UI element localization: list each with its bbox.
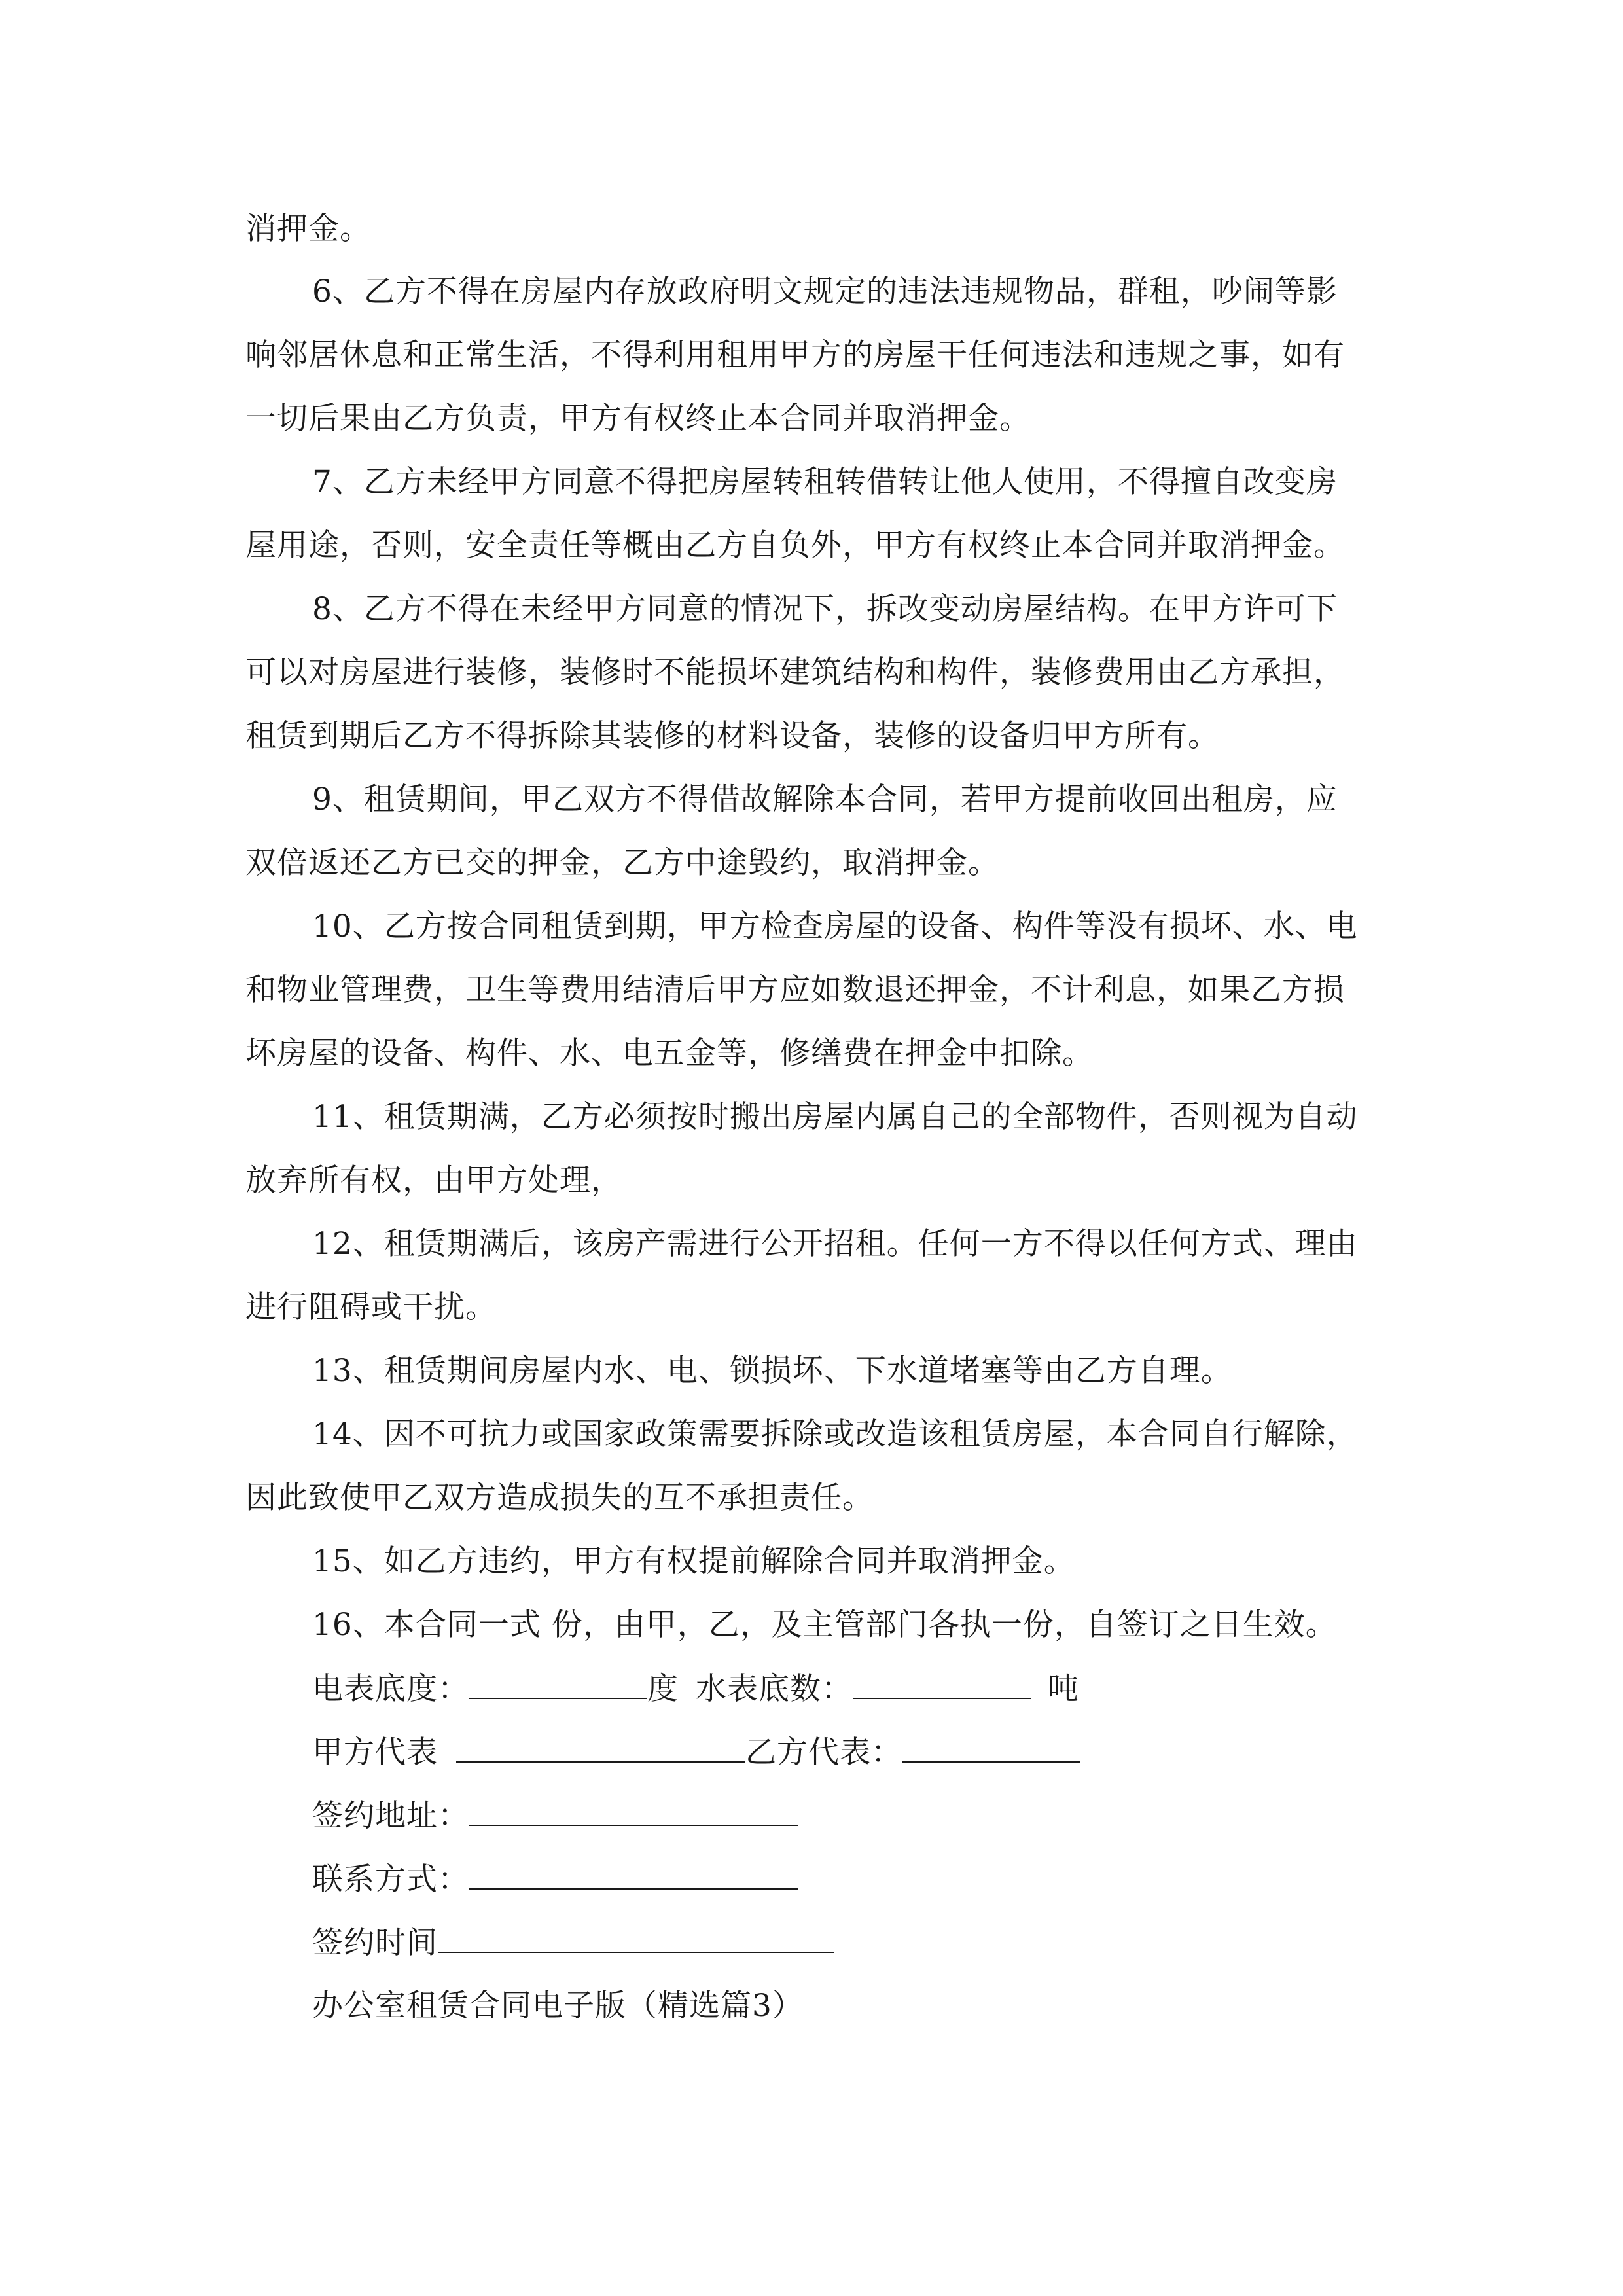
clause-12-line-1: 12、租赁期满后，该房产需进行公开招租。任何一方不得以任何方式、理由 — [312, 1226, 1358, 1262]
party-b-rep-blank[interactable] — [902, 1732, 1080, 1763]
clause-16-line-1: 16、本合同一式 份，由甲，乙，及主管部门各执一份，自签订之日生效。 — [312, 1607, 1337, 1643]
address-blank[interactable] — [469, 1796, 798, 1826]
clause-6-line-2: 响邻居休息和正常生活，不得利用租用甲方的房屋干任何违法和违规之事，如有 — [245, 337, 1345, 373]
contact-row — [312, 1859, 798, 1899]
meter-readings-row — [312, 1669, 1079, 1708]
date-blank[interactable] — [438, 1923, 834, 1953]
clause-9-line-1: 9、租赁期间，甲乙双方不得借故解除本合同，若甲方提前收回出租房，应 — [312, 781, 1338, 817]
clause-10-line-1: 10、乙方按合同租赁到期，甲方检查房屋的设备、构件等没有损坏、水、电 — [312, 908, 1358, 944]
clause-14-line-2: 因此致使甲乙双方造成损失的互不承担责任。 — [245, 1480, 874, 1516]
party-a-rep-label: 甲方代表 — [312, 1734, 438, 1770]
electric-meter-label: 电表底度： — [312, 1671, 469, 1707]
electric-meter-unit: 度 — [647, 1671, 679, 1707]
section-heading: 办公室租赁合同电子版（精选篇3） — [312, 1988, 804, 2024]
clause-7-line-1: 7、乙方未经甲方同意不得把房屋转租转借转让他人使用，不得擅自改变房 — [312, 464, 1338, 500]
clause-6-line-3: 一切后果由乙方负责，甲方有权终止本合同并取消押金。 — [245, 401, 1031, 437]
contact-blank[interactable] — [469, 1859, 798, 1890]
clause-8-line-2: 可以对房屋进行装修，装修时不能损坏建筑结构和构件，装修费用由乙方承担， — [245, 655, 1345, 691]
party-a-rep-blank[interactable] — [456, 1732, 745, 1763]
clause-8-line-1: 8、乙方不得在未经甲方同意的情况下，拆改变动房屋结构。在甲方许可下 — [312, 591, 1338, 627]
clause-11-line-1: 11、租赁期满，乙方必须按时搬出房屋内属自己的全部物件，否则视为自动 — [312, 1099, 1358, 1135]
clause-7-line-2: 屋用途，否则，安全责任等概由乙方自负外，甲方有权终止本合同并取消押金。 — [245, 528, 1345, 564]
representatives-row — [312, 1732, 1080, 1772]
clause-8-line-3: 租赁到期后乙方不得拆除其装修的材料设备，装修的设备归甲方所有。 — [245, 718, 1219, 754]
date-row — [312, 1923, 834, 1962]
clause-9-line-2: 双倍返还乙方已交的押金，乙方中途毁约，取消押金。 — [245, 845, 999, 881]
water-meter-blank[interactable] — [853, 1669, 1031, 1699]
clause-11-line-2: 放弃所有权，由甲方处理， — [245, 1162, 622, 1198]
party-b-rep-label: 乙方代表： — [745, 1734, 902, 1770]
clause-14-line-1: 14、因不可抗力或国家政策需要拆除或改造该租赁房屋，本合同自行解除， — [312, 1416, 1358, 1452]
clause-6-line-1: 6、乙方不得在房屋内存放政府明文规定的违法违规物品，群租，吵闹等影 — [312, 274, 1338, 310]
paragraph-5-tail: 消押金。 — [245, 211, 371, 247]
clause-10-line-3: 坏房屋的设备、构件、水、电五金等，修缮费在押金中扣除。 — [245, 1035, 1094, 1071]
water-meter-label: 水表底数： — [696, 1671, 853, 1707]
address-label: 签约地址： — [312, 1798, 469, 1834]
electric-meter-blank[interactable] — [469, 1669, 647, 1699]
clause-10-line-2: 和物业管理费，卫生等费用结清后甲方应如数退还押金，不计利息，如果乙方损 — [245, 972, 1345, 1008]
clause-13-line-1: 13、租赁期间房屋内水、电、锁损坏、下水道堵塞等由乙方自理。 — [312, 1353, 1232, 1389]
water-meter-unit: 吨 — [1048, 1671, 1079, 1707]
date-label: 签约时间 — [312, 1925, 438, 1961]
address-row — [312, 1796, 798, 1835]
clause-12-line-2: 进行阻碍或干扰。 — [245, 1289, 497, 1325]
contact-label: 联系方式： — [312, 1861, 469, 1897]
clause-15-line-1: 15、如乙方违约，甲方有权提前解除合同并取消押金。 — [312, 1543, 1075, 1579]
